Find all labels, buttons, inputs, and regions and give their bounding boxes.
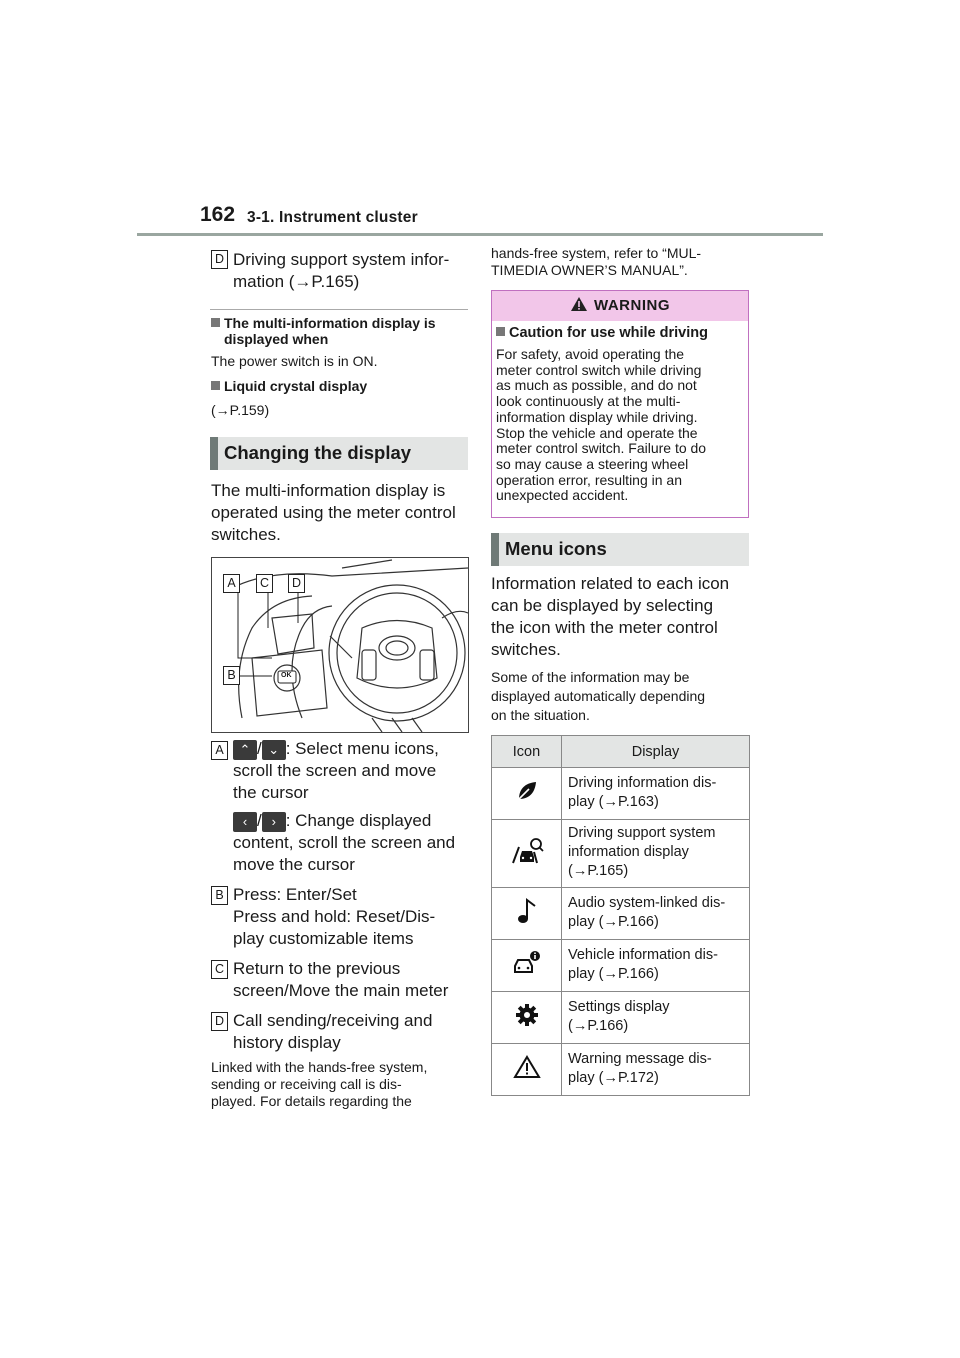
figure-label-d: D bbox=[288, 574, 305, 593]
text-line: information display while driving. bbox=[496, 408, 698, 425]
text-line: TIMEDIA OWNER’S MANUAL”. bbox=[491, 262, 688, 278]
vehicle-info-icon bbox=[512, 950, 542, 976]
callout-letter: D bbox=[211, 250, 228, 269]
text-line: Stop the vehicle and operate the bbox=[496, 424, 698, 441]
note1-title bbox=[211, 315, 436, 347]
figure-label-a: A bbox=[223, 574, 240, 593]
text-line: (→P.165) bbox=[568, 863, 629, 879]
text-line: switches. bbox=[211, 525, 281, 544]
ok-button-label: OK bbox=[281, 672, 292, 679]
text-line: the cursor bbox=[233, 783, 309, 802]
text-line: hands-free system, refer to “MUL- bbox=[491, 245, 702, 261]
text-line: Press: Enter/Set bbox=[233, 885, 357, 904]
text-line: mation (→P.165) bbox=[233, 272, 360, 291]
figure-label-b: B bbox=[223, 666, 240, 685]
table-row bbox=[492, 940, 750, 992]
text-line: Caution for use while driving bbox=[509, 325, 708, 341]
column-header-display: Display bbox=[562, 736, 750, 768]
music-note-icon bbox=[515, 897, 539, 925]
text-line: played. For details regarding the bbox=[211, 1093, 412, 1109]
section-heading-menu-icons: Menu icons bbox=[491, 533, 749, 566]
steering-wheel-illustration bbox=[212, 558, 468, 732]
text-line: play (→P.166) bbox=[568, 965, 659, 982]
text-line: on the situation. bbox=[491, 707, 590, 723]
figure-label-c: C bbox=[256, 574, 273, 593]
text-line: move the cursor bbox=[233, 855, 355, 874]
table-row bbox=[492, 888, 750, 940]
callout-letter: A bbox=[211, 741, 228, 760]
section-heading-changing-display: Changing the display bbox=[210, 437, 468, 470]
icon-cell bbox=[492, 820, 562, 888]
driving-support-icon bbox=[510, 837, 544, 865]
text-line: Warning message dis- bbox=[568, 1050, 712, 1067]
text-line: screen/Move the main meter bbox=[233, 981, 449, 1000]
warning-header bbox=[492, 291, 748, 321]
callout-letter: C bbox=[211, 960, 228, 979]
text-line: The multi-information display is bbox=[224, 315, 436, 331]
item-d-top bbox=[211, 250, 228, 269]
intro-paragraph bbox=[211, 480, 456, 546]
header-rule bbox=[137, 233, 823, 236]
table-header-row bbox=[492, 736, 750, 768]
callout-letter: B bbox=[211, 886, 228, 905]
gear-icon bbox=[514, 1002, 540, 1028]
footnote bbox=[211, 1059, 427, 1110]
bullet-square-icon bbox=[496, 327, 505, 336]
display-cell bbox=[562, 940, 750, 992]
text-line: content, scroll the screen and bbox=[233, 833, 456, 852]
chevron-left-icon: ‹ bbox=[233, 812, 257, 832]
text-line: sending or receiving call is dis- bbox=[211, 1076, 402, 1092]
continued-text bbox=[491, 245, 701, 279]
text-line: Linked with the hands-free system, bbox=[211, 1059, 428, 1075]
text-line: play (→P.166) bbox=[568, 913, 659, 930]
note2-body: (→P.159) bbox=[211, 402, 270, 418]
table-row bbox=[492, 992, 750, 1044]
text-line: play (→P.172) bbox=[568, 1069, 659, 1086]
column-header-icon: Icon bbox=[492, 736, 562, 768]
icon-cell bbox=[492, 940, 562, 992]
warning-body bbox=[492, 341, 748, 504]
text-line: Information related to each icon bbox=[491, 574, 730, 593]
text-line: Liquid crystal display bbox=[224, 378, 368, 394]
text-line: Call sending/receiving and bbox=[233, 1011, 433, 1030]
text-line: The multi-information display is bbox=[211, 481, 446, 500]
text-line: Driving information dis- bbox=[568, 774, 717, 791]
text-line: Vehicle information dis- bbox=[568, 946, 718, 963]
display-cell bbox=[562, 768, 750, 820]
text-line: scroll the screen and move bbox=[233, 761, 437, 780]
text-line: Driving support system bbox=[568, 825, 716, 841]
chevron-right-icon: › bbox=[262, 812, 286, 832]
table-row bbox=[492, 768, 750, 820]
table-row bbox=[492, 1044, 750, 1096]
text-line: : Select menu icons, bbox=[285, 739, 439, 758]
text-line: Audio system-linked dis- bbox=[568, 894, 726, 911]
text-line: meter control switch. Failure to do bbox=[496, 440, 707, 457]
text-line: Press and hold: Reset/Dis- bbox=[233, 907, 436, 926]
text-line: as much as possible, and do not bbox=[496, 377, 697, 394]
section-title: 3-1. Instrument cluster bbox=[247, 209, 418, 226]
text-line: switches. bbox=[491, 640, 561, 659]
text-line: displayed when bbox=[224, 331, 329, 347]
item-d-text bbox=[233, 1010, 432, 1054]
text-line: information display bbox=[568, 844, 689, 860]
note1-body: The power switch is in ON. bbox=[211, 353, 378, 369]
text-line: play customizable items bbox=[233, 929, 414, 948]
warning-triangle-icon bbox=[570, 296, 588, 312]
item-a-text bbox=[233, 738, 455, 876]
callout-letter: D bbox=[211, 1012, 228, 1031]
bullet-square-icon bbox=[211, 381, 220, 390]
text-line: (→P.166) bbox=[568, 1017, 629, 1034]
display-cell bbox=[562, 888, 750, 940]
warning-title: WARNING bbox=[594, 297, 670, 314]
text-line: displayed automatically depending bbox=[491, 688, 706, 704]
steering-switch-figure bbox=[211, 557, 469, 733]
text-line: history display bbox=[233, 1033, 341, 1052]
text-line: look continuously at the multi- bbox=[496, 393, 681, 410]
warning-subtitle bbox=[492, 321, 748, 341]
text-line: meter control switch while driving bbox=[496, 361, 702, 378]
note2-title bbox=[211, 378, 367, 394]
text-line: Driving support system infor- bbox=[233, 250, 450, 269]
display-cell bbox=[562, 820, 750, 888]
text-line: operated using the meter control bbox=[211, 503, 456, 522]
text-line: operation error, resulting in an bbox=[496, 471, 682, 488]
item-b-text bbox=[233, 884, 435, 950]
chevron-down-icon: ⌄ bbox=[262, 740, 286, 760]
text-line: so may cause a steering wheel bbox=[496, 455, 689, 472]
divider bbox=[210, 309, 468, 310]
icon-cell bbox=[492, 888, 562, 940]
menu-icons-table bbox=[491, 735, 750, 1096]
slash: / bbox=[257, 739, 262, 758]
display-cell bbox=[562, 1044, 750, 1096]
text-line: : Change displayed bbox=[285, 811, 432, 830]
item-c-text bbox=[233, 958, 448, 1002]
leaf-icon bbox=[515, 779, 539, 803]
chevron-up-icon: ⌃ bbox=[233, 740, 257, 760]
text-line: Settings display bbox=[568, 998, 670, 1015]
warning-triangle-icon bbox=[513, 1055, 541, 1079]
warning-box bbox=[491, 290, 749, 518]
menu-note bbox=[491, 668, 705, 725]
page-number: 162 bbox=[200, 203, 236, 226]
table-row bbox=[492, 820, 750, 888]
icon-cell bbox=[492, 992, 562, 1044]
text-line: unexpected accident. bbox=[496, 487, 629, 504]
text-line: can be displayed by selecting bbox=[491, 596, 714, 615]
text-line: Some of the information may be bbox=[491, 669, 690, 685]
text-line: Return to the previous bbox=[233, 959, 401, 978]
icon-cell bbox=[492, 768, 562, 820]
text-line: the icon with the meter control bbox=[491, 618, 718, 637]
icon-cell bbox=[492, 1044, 562, 1096]
display-cell bbox=[562, 992, 750, 1044]
item-d-top-text bbox=[233, 249, 449, 293]
text-line: play (→P.163) bbox=[568, 793, 659, 810]
text-line: For safety, avoid operating the bbox=[496, 346, 685, 362]
bullet-square-icon bbox=[211, 318, 220, 327]
slash: / bbox=[257, 811, 262, 830]
menu-intro bbox=[491, 573, 729, 661]
